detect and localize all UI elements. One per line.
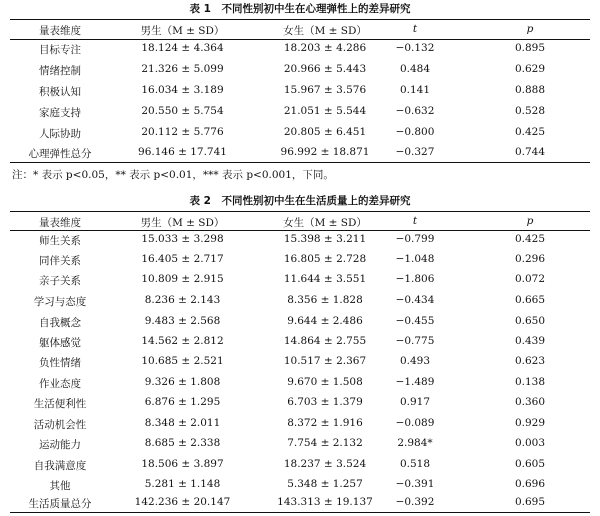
female-value: 9.644 ± 2.486: [287, 315, 363, 327]
male-value: 16.405 ± 2.717: [141, 253, 224, 265]
table1-header-female: 女生（M ± SD）: [283, 25, 367, 37]
t-value: −0.132: [395, 42, 435, 54]
p-value: 0.629: [514, 63, 546, 75]
table1-header-dimension: 量表维度: [39, 25, 81, 37]
p-value: 0.888: [514, 84, 546, 96]
male-value: 6.876 ± 1.295: [144, 396, 221, 408]
table1-caption: 表 1 不同性别初中生在心理弹性上的差异研究: [189, 3, 411, 15]
female-value: 9.670 ± 1.508: [287, 376, 363, 388]
row-label: 家庭支持: [39, 107, 81, 119]
table2-header-p: p: [526, 215, 534, 227]
t-value: −1.048: [395, 253, 435, 265]
t-value: 0.493: [399, 355, 431, 367]
row-label: 作业态度: [39, 378, 81, 390]
row-label: 生活质量总分: [28, 498, 92, 510]
female-value: 10.517 ± 2.367: [283, 355, 367, 367]
table1-top-rule: [10, 19, 590, 20]
male-value: 18.124 ± 4.364: [141, 42, 224, 54]
row-label: 负性情绪: [39, 357, 81, 369]
t-value: −0.775: [395, 335, 435, 347]
table2-header-female: 女生（M ± SD）: [283, 217, 367, 229]
female-value: 11.644 ± 3.551: [283, 273, 367, 285]
p-value: 0.439: [514, 335, 546, 347]
table2-header-dimension: 量表维度: [39, 217, 81, 229]
t-value: 0.141: [399, 84, 431, 96]
table1-header-t: t: [412, 23, 418, 35]
row-label: 亲子关系: [39, 275, 81, 287]
table2-bottom-rule: [10, 512, 590, 513]
t-value: −0.392: [395, 496, 435, 508]
female-value: 20.966 ± 5.443: [283, 63, 367, 75]
row-label: 目标专注: [39, 44, 81, 56]
p-value: 0.138: [514, 376, 546, 388]
t-value: −1.806: [395, 273, 435, 285]
female-value: 7.754 ± 2.132: [287, 437, 363, 449]
p-value: 0.650: [514, 315, 546, 327]
table1-note: 注：* 表示 p<0.05，** 表示 p<0.01，*** 表示 p<0.001，下同。: [12, 169, 334, 181]
p-value: 0.605: [514, 458, 546, 470]
t-value: 2.984*: [397, 437, 433, 449]
p-value: 0.744: [514, 146, 546, 158]
row-label: 其他: [49, 480, 71, 492]
male-value: 16.034 ± 3.189: [141, 84, 224, 96]
female-value: 143.313 ± 19.137: [277, 496, 373, 508]
p-value: 0.360: [514, 396, 546, 408]
female-value: 5.348 ± 1.257: [287, 478, 363, 490]
p-value: 0.665: [514, 294, 546, 306]
male-value: 8.348 ± 2.011: [144, 417, 221, 429]
row-label: 人际协助: [39, 128, 81, 140]
female-value: 14.864 ± 2.755: [283, 335, 367, 347]
female-value: 8.356 ± 1.828: [287, 294, 363, 306]
male-value: 9.326 ± 1.808: [144, 376, 221, 388]
row-label: 同伴关系: [39, 255, 81, 267]
t-value: −0.455: [395, 315, 435, 327]
female-value: 15.967 ± 3.576: [283, 84, 367, 96]
row-label: 自我满意度: [33, 460, 87, 472]
p-value: 0.696: [514, 478, 546, 490]
row-label: 情绪控制: [39, 65, 81, 77]
female-value: 20.805 ± 6.451: [283, 126, 367, 138]
female-value: 8.372 ± 1.916: [287, 417, 363, 429]
t-value: 0.484: [399, 63, 431, 75]
row-label: 心理弹性总分: [28, 148, 92, 160]
table1-bottom-rule: [10, 162, 590, 163]
t-value: −0.089: [395, 417, 435, 429]
table1-header-p: p: [526, 23, 534, 35]
male-value: 18.506 ± 3.897: [141, 458, 224, 470]
male-value: 14.562 ± 2.812: [141, 335, 224, 347]
t-value: 0.518: [399, 458, 431, 470]
t-value: −0.799: [395, 233, 435, 245]
male-value: 10.685 ± 2.521: [141, 355, 224, 367]
table1-header-male: 男生（M ± SD）: [140, 25, 225, 37]
p-value: 0.425: [514, 233, 546, 245]
row-label: 自我概念: [39, 317, 81, 329]
p-value: 0.929: [514, 417, 546, 429]
p-value: 0.695: [514, 496, 546, 508]
male-value: 21.326 ± 5.099: [141, 63, 224, 75]
p-value: 0.528: [514, 105, 546, 117]
p-value: 0.895: [514, 42, 546, 54]
male-value: 8.236 ± 2.143: [144, 294, 221, 306]
p-value: 0.425: [514, 126, 546, 138]
t-value: −1.489: [395, 376, 435, 388]
male-value: 20.112 ± 5.776: [141, 126, 224, 138]
row-label: 躯体感觉: [39, 337, 81, 349]
male-value: 15.033 ± 3.298: [141, 233, 224, 245]
female-value: 96.992 ± 18.871: [280, 146, 370, 158]
male-value: 10.809 ± 2.915: [141, 273, 224, 285]
row-label: 生活便利性: [33, 398, 87, 410]
table2-top-rule: [10, 211, 590, 212]
table1-header-rule: [10, 39, 590, 40]
t-value: −0.632: [395, 105, 435, 117]
t-value: −0.327: [395, 146, 435, 158]
table2-header-rule: [10, 230, 590, 231]
female-value: 16.805 ± 2.728: [283, 253, 367, 265]
t-value: −0.434: [395, 294, 435, 306]
t-value: −0.391: [395, 478, 435, 490]
row-label: 积极认知: [39, 86, 81, 98]
male-value: 9.483 ± 2.568: [144, 315, 221, 327]
row-label: 活动机会性: [33, 419, 87, 431]
row-label: 学习与态度: [33, 296, 87, 308]
p-value: 0.623: [514, 355, 546, 367]
row-label: 师生关系: [39, 235, 81, 247]
female-value: 18.237 ± 3.524: [283, 458, 367, 470]
male-value: 20.550 ± 5.754: [141, 105, 224, 117]
male-value: 96.146 ± 17.741: [138, 146, 227, 158]
row-label: 运动能力: [39, 439, 81, 451]
male-value: 142.236 ± 20.147: [134, 496, 231, 508]
female-value: 6.703 ± 1.379: [287, 396, 363, 408]
p-value: 0.072: [514, 273, 546, 285]
p-value: 0.003: [514, 437, 546, 449]
p-value: 0.296: [514, 253, 546, 265]
female-value: 18.203 ± 4.286: [283, 42, 367, 54]
t-value: 0.917: [399, 396, 431, 408]
table2-header-male: 男生（M ± SD）: [140, 217, 225, 229]
male-value: 8.685 ± 2.338: [144, 437, 221, 449]
female-value: 15.398 ± 3.211: [283, 233, 367, 245]
table2-header-t: t: [412, 215, 418, 227]
female-value: 21.051 ± 5.544: [283, 105, 367, 117]
male-value: 5.281 ± 1.148: [144, 478, 221, 490]
t-value: −0.800: [395, 126, 435, 138]
table2-caption: 表 2 不同性别初中生在生活质量上的差异研究: [189, 195, 411, 207]
